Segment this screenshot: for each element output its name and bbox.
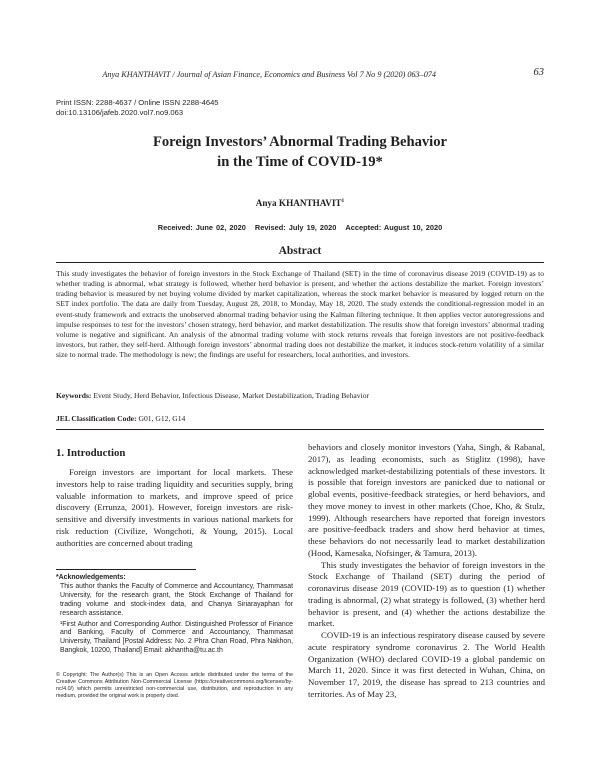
- doi-line: doi:10.13106/jafeb.2020.vol7.no9.063: [56, 108, 184, 117]
- issn-block: [56, 98, 219, 118]
- received-date: Received: June 02, 2020: [157, 223, 246, 232]
- page-number: 63: [533, 67, 544, 78]
- abstract-text: This study investigates the behavior of foreign investors in the Stock Exchange of Thailand (SET) in the time of coronavirus disease 2019 (COVID-19) as to whether trading is abnormal, what strategy is followed, whether herd behavior is present, and whether the actions destabilize the market. Foreign investors’ trading behavior is measured by net buying volume divided by market capitalization, whereas the stock market behavior is measured by logged return on the SET index portfolio. The data are daily from Tuesday, August 28, 2018, to Monday, May 18, 2020. The study extends the conditional-regression model in an event-study framework and extracts the unobserved abnormal trading behavior using the Kalman filtering technique. It then applies vector autoregressions and impulse responses to test for the investors’ chosen strategy, herd behavior, and market destabilization. The results show that foreign investors’ abnormal trading volume is negative and significant. An analysis of the abnormal trading volume with stock returns reveals that foreign investors are not positive-feedback investors, but rather, they self-herd. Although foreign investors’ abnormal trading does not destabilize the market, it induces stock-return volatility of a similar size to normal trade. The methodology is new; the findings are useful for researchers, local authorities, and investors.: [56, 269, 544, 360]
- jel-value: G01, G12, G14: [138, 414, 186, 423]
- footnote-divider: [56, 569, 196, 570]
- article-title: [0, 132, 600, 172]
- abstract-heading: Abstract: [278, 245, 322, 257]
- title-line-2: in the Time of COVID-19*: [217, 154, 383, 170]
- revised-date: Revised: July 19, 2020: [254, 223, 337, 232]
- acknowledgements-text: This author thanks the Faculty of Commerce and Accountancy, Thammasat University, for the research grant, the Stock Exchange of Thailand for trading volume and stock-index data, and Chanya Siriarayaphan for research assistance.: [60, 582, 293, 617]
- footnotes: [56, 574, 293, 656]
- jel-label: JEL Classification Code:: [56, 414, 137, 423]
- issn-line: Print ISSN: 2288-4637 / Online ISSN 2288-4645: [56, 98, 219, 107]
- left-column: [56, 446, 293, 549]
- copyright-notice: © Copyright: The Author(s) This is an Open Access article distributed under the terms of the Creative Commons Attribution Non-Commercial License (https://creativecommons.org/licenses/by-nc/4.0/) which permits unrestricted non-commercial use, distribution, and reproduction in any medium, provided the original work is properly cited.: [56, 672, 293, 699]
- author-note: ¹First Author and Corresponding Author. Distinguished Professor of Finance and Banking, Faculty of Commerce and Accountancy, Thammasat University, Thailand [Postal Address: No. 2 Phra Chan Road, Phra Nakhon, Bangkok, 10200, Thailand] Email: akhantha@tu.ac.th: [60, 620, 293, 655]
- paragraph: This study investigates the behavior of foreign investors in the Stock Exchange of Thailand (SET) during the period of coronavirus disease 2019 (COVID-19) as to question (1) whether trading is abnormal, (2) what strategy is followed, (3) whether herd behavior is present, and (4) whether the actions destabilize the market.: [308, 559, 545, 629]
- keywords-value: Event Study, Herd Behavior, Infectious Disease, Market Destabilization, Trading Behavior: [93, 391, 370, 400]
- paragraph: COVID-19 is an infectious respiratory disease caused by severe acute respiratory syndrome coronavirus 2. The World Health Organization (WHO) declared COVID-19 a global pandemic on March 11, 2020. Since it was first detected in Wuhan, China, on November 17, 2019, the disease has spread to 213 countries and territories. As of May 23,: [308, 630, 545, 699]
- running-head: Anya KHANTHAVIT / Journal of Asian Finance, Economics and Business Vol 7 No 9 (2020) 063–074: [102, 70, 436, 79]
- title-line-1: Foreign Investors’ Abnormal Trading Behavior: [152, 134, 448, 150]
- keywords-line: [56, 391, 544, 400]
- section-heading-introduction: 1. Introduction: [56, 447, 126, 459]
- submission-dates: [0, 223, 600, 232]
- accepted-date: Accepted: August 10, 2020: [345, 223, 443, 232]
- author-line: [0, 198, 600, 208]
- paragraph: Foreign investors are important for local markets. These investors help to raise trading liquidity and securities supply, bring valuable information to markets, and improve speed of price discovery (Errunza, 2001). However, foreign investors are risk-sensitive and diversify investments in various national markets for risk reduction (Civilize, Wongchoti, & Young, 2015). Local authorities are concerned about trading: [56, 467, 293, 548]
- keywords-label: Keywords:: [56, 391, 92, 400]
- section-divider: [56, 429, 544, 430]
- right-column: [308, 442, 545, 701]
- author-superscript: 1: [341, 198, 345, 204]
- abstract-divider: [56, 262, 544, 263]
- paragraph: behaviors and closely monitor investors (Yaha, Singh, & Rabanal, 2017), as leading economists, such as Stiglitz (1998), have acknowledged market-destabilizing potentials of these investors. It is possible that foreign investors are panicked due to national or global events, positive-feedback strategies, or herd behaviors, and they move money to invest in other markets (Choe, Kho, & Stulz, 1999). Although researchers have reported that foreign investors are positive-feedback traders and show herd behavior at times, these behaviors do not necessarily lead to market destabilization (Hood, Kamesaka, Nofsinger, & Tamura, 2013).: [308, 442, 545, 558]
- author-name: Anya KHANTHAVIT: [255, 198, 342, 209]
- jel-line: [56, 414, 544, 423]
- acknowledgements-heading: *Acknowledgements:: [56, 574, 126, 581]
